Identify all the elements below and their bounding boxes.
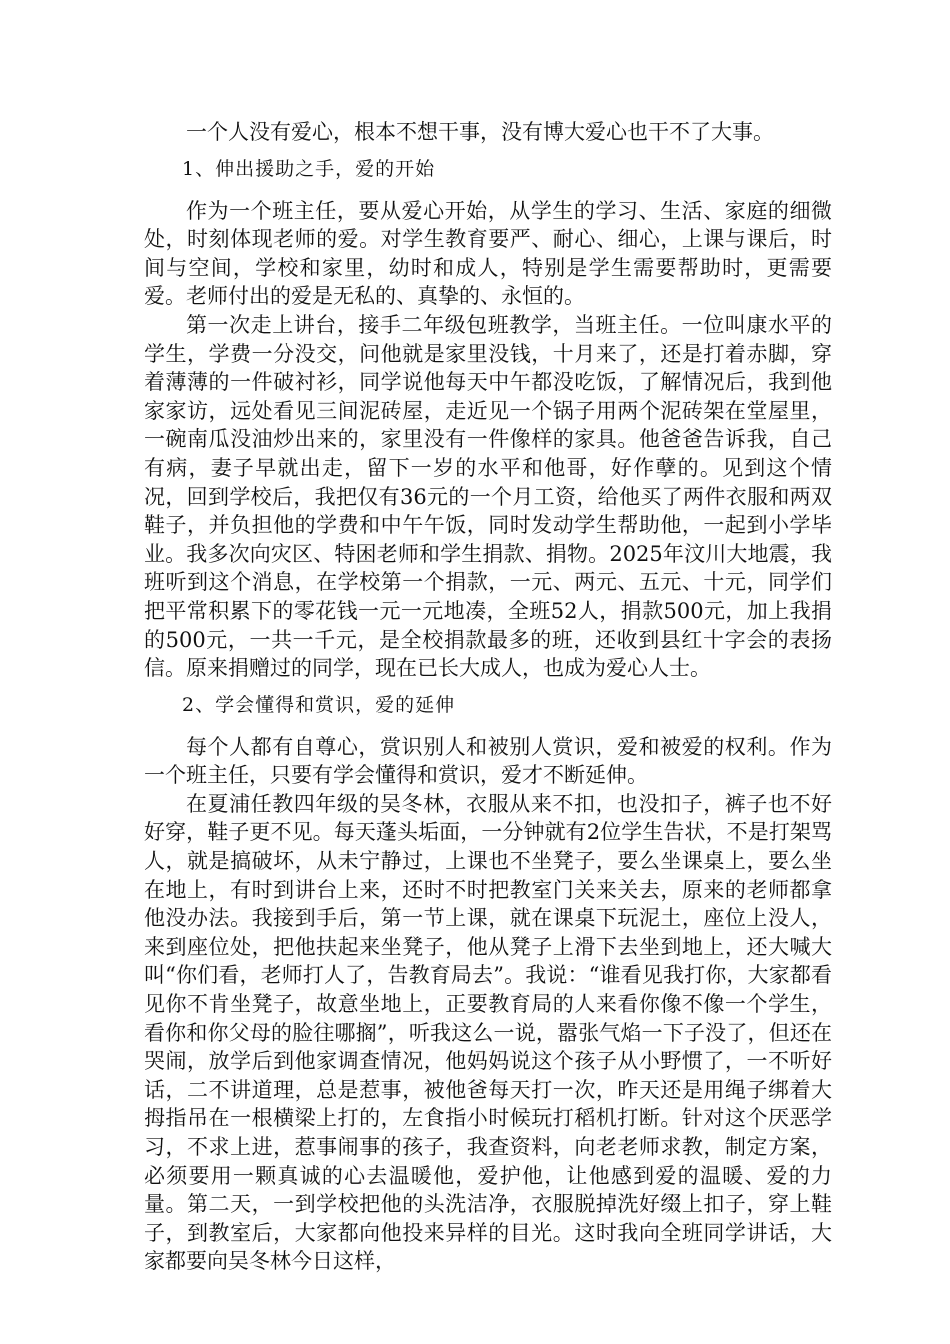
section-heading-1: 1、伸出援助之手，爱的开始 — [182, 157, 436, 180]
intro-paragraph: 一个人没有爱心，根本不想干事，没有博大爱心也干不了大事。 — [186, 120, 774, 144]
paragraph-4: 在夏浦任教四年级的吴冬林，衣服从来不扣，也没扣子，裤子也不好好穿，鞋子更不见。每天蓬头垢面，一分钟就有2位学生告状，不是打架骂人，就是搞破坏，从未宁静过，上课也不坐凳子，要么坐课桌上，要么坐在地上，有时到讲台上来，还时不时把教室门关来关去，原来的老师都拿他没办法。我接到手后，第一节上课，就在课桌下玩泥土，座位上没人，来到座位处，把他扶起来坐凳子，他从凳子上滑下去坐到地上，还大喊大叫“你们看，老师打人了，告教育局去”。我说：“谁看见我打你，大家都看见你不肯坐凳子，故意坐地上，正要教育局的人来看你像不像一个学生，看你和你父母的脸往哪搁”，听我这么一说，嚣张气焰一下子没了，但还在哭闹，放学后到他家调查情况，他妈妈说这个孩子从小野惯了，一不听好话，二不讲道理，总是惹事，被他爸每天打一次，昨天还是用绳子绑着大拇指吊在一根横梁上打的，左食指小时候玩打稻机打断。针对这个厌恶学习，不求上进，惹事闹事的孩子，我查资料，向老老师求教，制定方案，必须要用一颗真诚的心去温暖他，爱护他，让他感到爱的温暖、爱的力量。第二天，一到学校把他的头洗洁净，衣服脱掉洗好缀上扣子，穿上鞋子，到教室后，大家都向他投来异样的目光。这时我向全班同学讲话，大家都要向吴冬林今日这样， — [144, 791, 832, 1274]
paragraph-2: 第一次走上讲台，接手二年级包班教学，当班主任。一位叫康水平的学生，学费一分没交，问他就是家里没钱，十月来了，还是打着赤脚，穿着薄薄的一件破衬衫，同学说他每天中午都没吃饭，了解情况后，我到他家家访，远处看见三间泥砖屋，走近见一个锅子用两个泥砖架在堂屋里，一碗南瓜没油炒出来的，家里没有一件像样的家具。他爸爸告诉我，自己有病，妻子早就出走，留下一岁的水平和他哥，好作孽的。见到这个情况，回到学校后，我把仅有36元的一个月工资，给他买了两件衣服和两双鞋子，并负担他的学费和中午午饭，同时发动学生帮助他，一起到小学毕业。我多次向灾区、特困老师和学生捐款、捐物。2025年汶川大地震，我班听到这个消息，在学校第一个捐款，一元、两元、五元、十元，同学们把平常积累下的零花钱一元一元地凑，全班52人，捐款500元，加上我捐的500元，一共一千元，是全校捐款最多的班，还收到县红十字会的表扬信。原来捐赠过的同学，现在已长大成人，也成为爱心人士。 — [144, 312, 832, 681]
document-page — [144, 118, 832, 1276]
paragraph-3: 每个人都有自尊心，赏识别人和被别人赏识，爱和被爱的权利。作为一个班主任，只要有学会懂得和赏识，爱才不断延伸。 — [144, 734, 832, 788]
section-heading-2: 2、学会懂得和赏识，爱的延伸 — [182, 693, 456, 716]
paragraph-1: 作为一个班主任，要从爱心开始，从学生的学习、生活、家庭的细微处，时刻体现老师的爱。对学生教育要严、耐心、细心，上课与课后，时间与空间，学校和家里，幼时和成人，特别是学生需要帮助时，更需要爱。老师付出的爱是无私的、真挚的、永恒的。 — [144, 198, 832, 309]
